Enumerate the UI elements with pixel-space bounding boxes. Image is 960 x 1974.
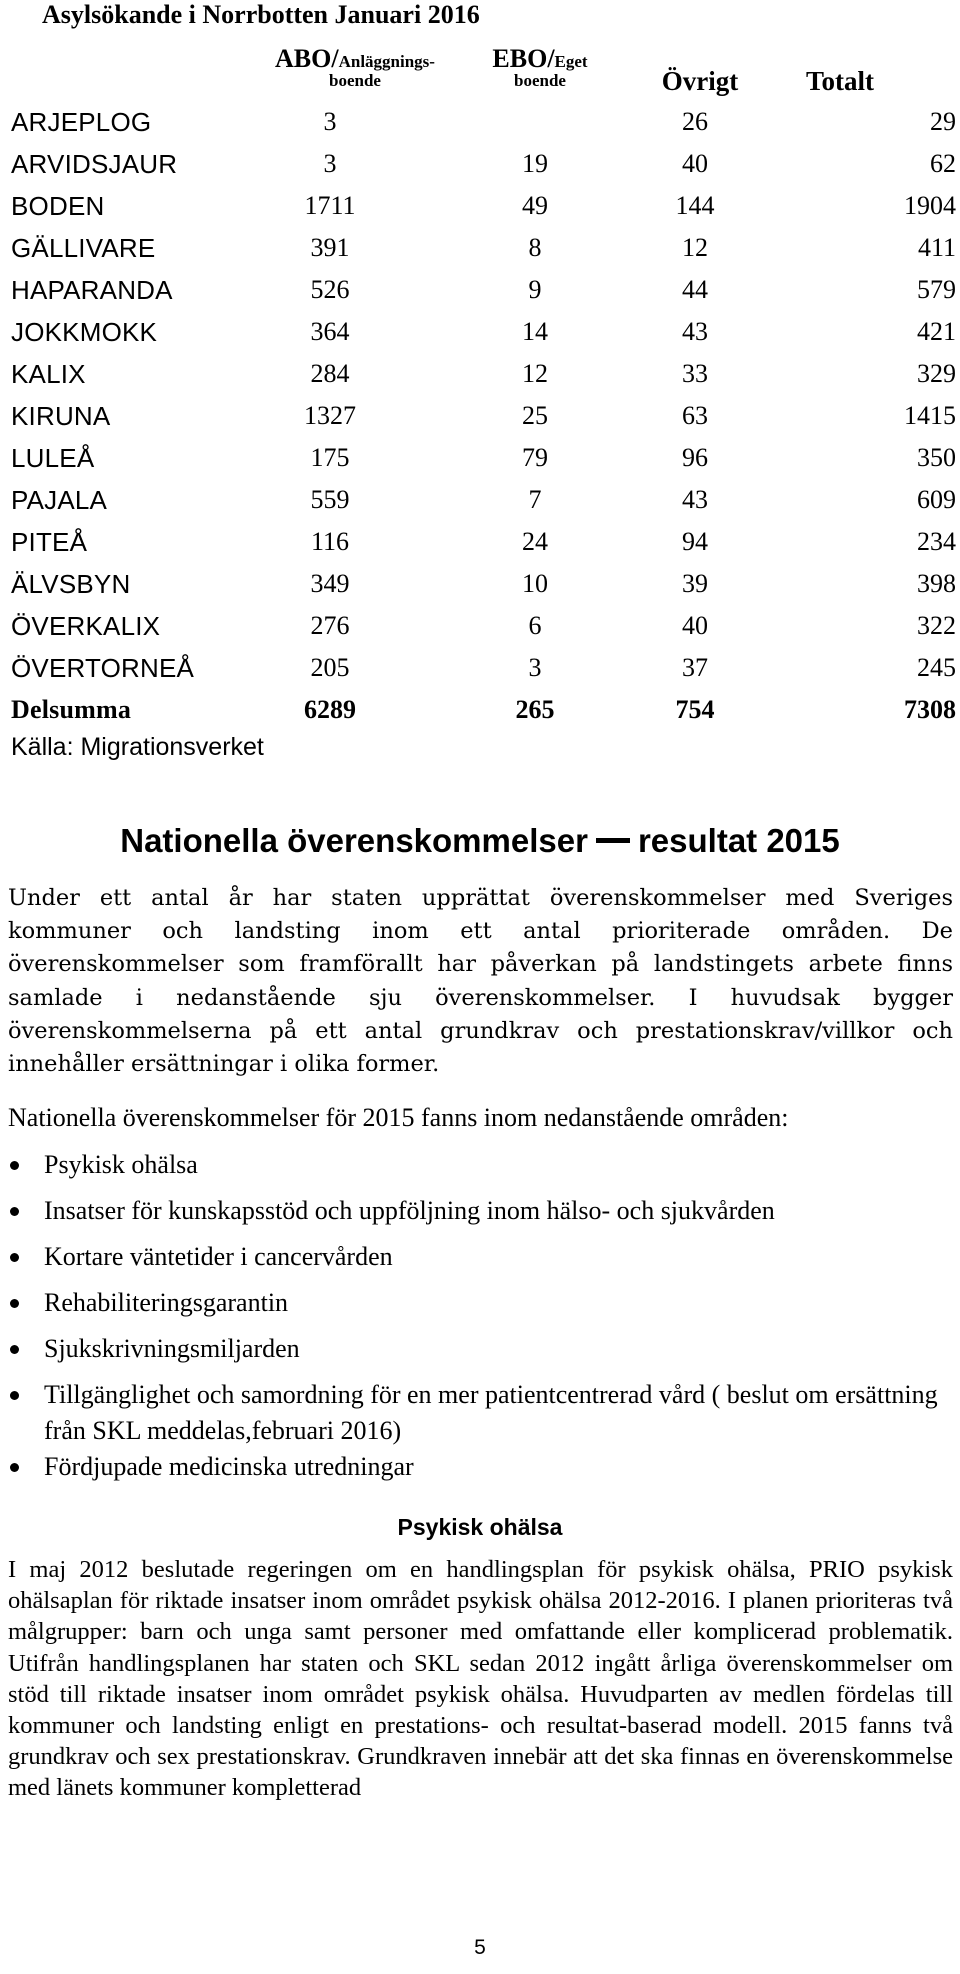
table-row <box>0 227 960 269</box>
table-source: Källa: Migrationsverket <box>11 733 264 761</box>
total-label: Delsumma <box>11 695 132 724</box>
list-item-text: Tillgänglighet och samordning för en mer patientcentrerad vård ( beslut om ersättning från SKL meddelas,februari 2016) <box>44 1380 938 1445</box>
ovrigt-value: 43 <box>682 485 708 514</box>
list-item-text: Insatser för kunskapsstöd och uppföljning inom hälso- och sjukvården <box>44 1196 775 1225</box>
subsection-heading: Psykisk ohälsa <box>397 1514 563 1540</box>
abo-value: 559 <box>310 485 350 514</box>
list-item-text: Sjukskrivningsmiljarden <box>44 1334 300 1363</box>
ebo-value: 6 <box>528 611 542 640</box>
municipality-name: JOKKMOKK <box>11 317 158 347</box>
totalt-value: 350 <box>917 443 956 472</box>
municipality-name: PITEÅ <box>11 527 88 557</box>
ovrigt-value: 63 <box>682 401 708 430</box>
page-number: 5 <box>474 1936 486 1959</box>
municipality-name: ARVIDSJAUR <box>11 149 178 179</box>
total-ebo: 265 <box>515 695 555 724</box>
list-item <box>44 1285 944 1321</box>
table-row <box>0 563 960 605</box>
totalt-value: 322 <box>917 611 956 640</box>
total-abo: 6289 <box>304 695 356 724</box>
abo-sub2: boende <box>329 71 381 90</box>
abo-value: 175 <box>310 443 350 472</box>
table-row <box>0 101 960 143</box>
abo-sub1: Anläggnings- <box>338 52 435 71</box>
totalt-value: 29 <box>930 107 956 136</box>
ebo-main: EBO/ <box>492 44 555 73</box>
ovrigt-value: 26 <box>682 107 708 136</box>
totalt-value: 411 <box>917 233 956 262</box>
ebo-value: 10 <box>522 569 548 598</box>
bullet-icon <box>10 1161 19 1170</box>
em-dash <box>596 838 630 843</box>
ovrigt-value: 44 <box>682 275 708 304</box>
column-header-totalt: Totalt <box>805 66 874 96</box>
ovrigt-value: 94 <box>682 527 708 556</box>
abo-value: 116 <box>310 527 350 556</box>
municipality-name: ARJEPLOG <box>11 107 152 137</box>
municipality-name: LULEÅ <box>11 443 95 473</box>
abo-value: 3 <box>323 107 337 136</box>
totalt-value: 1904 <box>904 191 956 220</box>
ebo-value: 8 <box>528 233 542 262</box>
column-header-ovrigt: Övrigt <box>661 66 739 96</box>
abo-value: 276 <box>310 611 350 640</box>
ovrigt-value: 33 <box>682 359 708 388</box>
ovrigt-value: 40 <box>682 149 708 178</box>
ebo-value: 14 <box>522 317 548 346</box>
totalt-value: 245 <box>917 653 956 682</box>
list-item <box>44 1193 944 1229</box>
bullet-icon <box>10 1463 19 1472</box>
ebo-sub2: boende <box>514 71 566 90</box>
totalt-value: 62 <box>930 149 956 178</box>
municipality-name: BODEN <box>11 191 105 221</box>
ovrigt-value: 37 <box>682 653 708 682</box>
abo-value: 526 <box>310 275 350 304</box>
ovrigt-value: 43 <box>682 317 708 346</box>
list-item <box>44 1239 944 1275</box>
table-row <box>0 353 960 395</box>
subsection-body: I maj 2012 beslutade regeringen om en handlingsplan för psykisk ohälsa, PRIO psykisk ohälsaplan för riktade insatser inom området psykisk ohälsa 2012-2016. I planen prioriteras två målgrupper: barn och unga samt personer med omfattande eller komplicerad problematik. Utifrån handlingsplanen har staten och SKL sedan 2012 ingått årliga överenskommelser om stöd till riktade insatser inom området psykisk ohälsa. Huvudparten av medlen fördelas till kommuner och landsting enligt en prestations- och resultat-baserad modell. 2015 fanns två grundkrav och sex prestationskrav. Grundkraven innebär att det ska finnas en överenskommelse med länets kommuner kompletterad <box>8 1556 953 1802</box>
section-heading <box>0 822 960 860</box>
totalt-value: 398 <box>917 569 956 598</box>
list-item-text: Fördjupade medicinska utredningar <box>44 1452 414 1481</box>
list-item-text: Kortare väntetider i cancervården <box>44 1242 393 1271</box>
municipality-name: KALIX <box>11 359 86 389</box>
municipality-name: ÖVERTORNEÅ <box>11 653 195 683</box>
municipality-name: PAJALA <box>11 485 108 515</box>
table-row <box>0 311 960 353</box>
table-row <box>0 647 960 689</box>
bullet-icon <box>10 1253 19 1262</box>
ebo-value: 12 <box>522 359 548 388</box>
ebo-value: 3 <box>528 653 542 682</box>
column-header-abo <box>240 46 470 89</box>
abo-value: 284 <box>310 359 350 388</box>
section-heading-part2: resultat 2015 <box>637 822 840 859</box>
table-row <box>0 479 960 521</box>
municipality-name: KIRUNA <box>11 401 111 431</box>
ebo-value: 79 <box>522 443 548 472</box>
bullet-icon <box>10 1207 19 1216</box>
table-row <box>0 143 960 185</box>
ebo-sub1: Eget <box>554 52 588 71</box>
table-row <box>0 185 960 227</box>
abo-main: ABO/ <box>275 44 339 73</box>
column-header-ebo <box>460 46 620 89</box>
ovrigt-value: 40 <box>682 611 708 640</box>
total-ovrigt: 754 <box>675 695 715 724</box>
bullet-icon <box>10 1299 19 1308</box>
ebo-value: 9 <box>528 275 542 304</box>
list-item <box>44 1147 944 1183</box>
intro-paragraph: Under ett antal år har staten upprättat överenskommelser med Sveriges kommuner och landsting inom ett antal prioriterade områden. De överenskommelser som framförallt har påverkan på landstingets arbete finns samlade i nedanstående sju överenskommelser. I huvudsak bygger överenskommelserna på ett antal grundkrav och prestationskrav/villkor och innehåller ersättningar i olika former. <box>8 885 953 1078</box>
ebo-value: 24 <box>522 527 548 556</box>
ovrigt-value: 39 <box>682 569 708 598</box>
list-item <box>44 1449 944 1485</box>
abo-value: 391 <box>310 233 350 262</box>
table-title: Asylsökande i Norrbotten Januari 2016 <box>42 0 480 29</box>
abo-value: 3 <box>323 149 337 178</box>
table-row <box>0 437 960 479</box>
ovrigt-value: 12 <box>682 233 708 262</box>
list-item <box>44 1377 944 1449</box>
bullet-icon <box>10 1345 19 1354</box>
totalt-value: 579 <box>917 275 956 304</box>
table-total-row <box>0 689 960 731</box>
section-heading-part1: Nationella överenskommelser <box>120 822 588 859</box>
ebo-value: 25 <box>522 401 548 430</box>
table-row <box>0 521 960 563</box>
totalt-value: 329 <box>917 359 956 388</box>
ovrigt-value: 144 <box>675 191 715 220</box>
totalt-value: 234 <box>917 527 956 556</box>
table-row <box>0 395 960 437</box>
lead-paragraph: Nationella överenskommelser för 2015 fanns inom nedanstående områden: <box>8 1103 789 1132</box>
municipality-name: HAPARANDA <box>11 275 173 305</box>
ebo-value: 49 <box>522 191 548 220</box>
totalt-value: 609 <box>917 485 956 514</box>
municipality-name: GÄLLIVARE <box>11 233 156 263</box>
list-item-text: Rehabiliteringsgarantin <box>44 1288 289 1317</box>
abo-value: 349 <box>310 569 350 598</box>
abo-value: 205 <box>310 653 350 682</box>
totalt-value: 421 <box>917 317 956 346</box>
abo-value: 364 <box>310 317 350 346</box>
ebo-value: 7 <box>528 485 542 514</box>
municipality-name: ÖVERKALIX <box>11 611 161 641</box>
ebo-value: 19 <box>522 149 548 178</box>
bullet-icon <box>10 1391 19 1400</box>
table-row <box>0 605 960 647</box>
ovrigt-value: 96 <box>682 443 708 472</box>
list-item-text: Psykisk ohälsa <box>44 1150 198 1179</box>
table-row <box>0 269 960 311</box>
municipality-name: ÄLVSBYN <box>11 569 131 599</box>
abo-value: 1327 <box>304 401 356 430</box>
abo-value: 1711 <box>304 191 356 220</box>
total-totalt: 7308 <box>904 695 956 724</box>
list-item <box>44 1331 944 1367</box>
totalt-value: 1415 <box>904 401 956 430</box>
